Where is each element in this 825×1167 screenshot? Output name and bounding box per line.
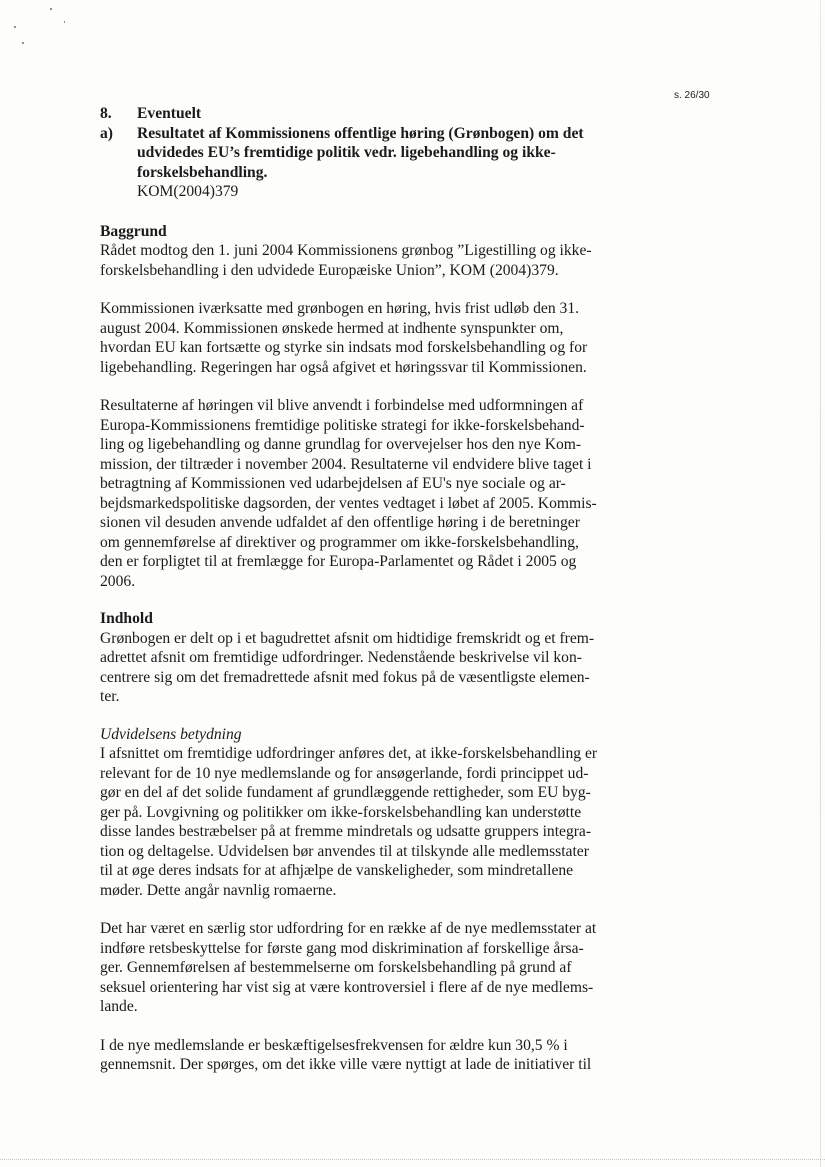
paragraph-results [100,396,630,591]
scan-speck [50,8,52,10]
agenda-subitem-heading [100,124,630,183]
text-line: Europa-Kommissionens fremtidige politiske strategi for ikke-forskelsbehand- [100,416,585,434]
subsection-title-enlargement: Udvidelsens betydning [100,725,242,743]
text-line: Grønbogen er delt op i et bagudrettet afsnit om hidtidige fremskridt og et frem- [100,629,595,647]
agenda-subitem-title-line: forskelsbehandling. [137,163,268,181]
text-line: Det har været en særlig stor udfordring for en række af de nye medlemsstater at [100,920,597,937]
document-body [100,104,630,1075]
text-line: indføre retsbeskyttelse for første gang mod diskrimination af forskellige årsa- [100,939,584,957]
text-line: ger på. Lovgivning og politikker om ikke-forskelsbehandling kan understøtte [100,803,582,821]
section-title-content: Indhold [100,610,153,627]
document-reference: KOM(2004)379 [137,183,239,200]
paragraph-consultation [100,299,630,377]
agenda-item-title: Eventuelt [137,105,202,122]
paragraph-enlargement [100,744,630,900]
agenda-subitem-title [137,124,630,183]
section-title-background: Baggrund [100,222,167,240]
text-line: august 2004. Kommissionen ønskede hermed at indhente synspunkter om, [100,319,564,337]
paragraph-background [100,241,630,280]
text-line: seksuel orientering har vist sig at være kontroversiel i flere af de nye medlems- [100,978,594,996]
text-line: Resultaterne af høringen vil blive anvendt i forbindelse med udformningen af [100,397,584,414]
scan-edge-right [820,0,821,1167]
text-line: ligebehandling. Regeringen har også afgivet et høringssvar til Kommissionen. [100,358,587,376]
text-line: om gennemførelse af direktiver og programmer om ikke-forskelsbehandling, [100,533,579,551]
text-line: I de nye medlemslande er beskæftigelsesfrekvensen for ældre kun 30,5 % i [100,1036,568,1054]
paragraph-employment [100,1036,630,1075]
text-line: 2006. [100,572,136,590]
text-line: I afsnittet om fremtidige udfordringer anføres det, at ikke-forskelsbehandling er [100,745,598,762]
text-line: sionen vil desuden anvende udfaldet af den offentlige høring i de beretninger [100,514,580,531]
agenda-subitem-label: a) [100,124,113,142]
agenda-subitem-title-line: Resultatet af Kommissionens offentlige høring (Grønbogen) om det [137,124,584,142]
text-line: ger. Gennemførelsen af bestemmelserne om forskelsbehandling på grund af [100,959,572,976]
text-line: mission, der tiltræder i november 2004. Resultaterne vil endvidere blive taget i [100,455,592,473]
text-line: tion og deltagelse. Udvidelsen bør anvendes til at tilskynde alle medlemsstater [100,842,589,860]
agenda-item-heading [100,104,630,124]
text-line: adrettet afsnit om fremtidige udfordringer. Nedenstående beskrivelse vil kon- [100,649,582,666]
text-line: møder. Dette angår navnlig romaerne. [100,881,337,899]
text-line: Rådet modtog den 1. juni 2004 Kommissionens grønbog ”Ligestilling og ikke- [100,242,592,259]
scan-speck [64,21,65,23]
text-line: til at øge deres indsats for at afhjælpe de vanskeligheder, som mindretallene [100,862,574,879]
scan-edge-bottom [0,1159,825,1161]
text-line: gør en del af det solide fundament af grundlæggende rettigheder, som EU byg- [100,784,591,801]
text-line: betragtning af Kommissionen ved udarbejdelsen af EU's nye sociale og ar- [100,475,566,492]
scan-speck [14,26,16,28]
text-line: hvordan EU kan fortsætte og styrke sin indsats mod forskelsbehandling og for [100,339,588,356]
text-line: disse landes bestræbelser på at fremme mindretals og udsatte gruppers integra- [100,823,592,840]
text-line: den er forpligtet til at fremlægge for Europa-Parlamentet og Rådet i 2005 og [100,553,577,570]
scan-speck [22,42,24,44]
text-line: forskelsbehandling i den udvidede Europæiske Union”, KOM (2004)379. [100,261,559,279]
text-line: ling og ligebehandling og danne grundlag for overvejelser hos den nye Kom- [100,436,582,453]
text-line: ter. [100,688,120,705]
agenda-item-number: 8. [100,105,112,122]
page-number: s. 26/30 [674,90,710,101]
paragraph-content [100,629,630,707]
text-line: bejdsmarkedspolitiske dagsorden, der ventes vedtaget i løbet af 2005. Kommis- [100,494,597,512]
paragraph-challenge [100,919,630,1017]
agenda-subitem-title-line: udvidedes EU’s fremtidige politik vedr. ligebehandling og ikke- [137,144,556,161]
text-line: Kommissionen iværksatte med grønbogen en høring, hvis frist udløb den 31. [100,300,580,317]
text-line: relevant for de 10 nye medlemslande og for ansøgerlande, fordi princippet ud- [100,764,589,782]
text-line: centrere sig om det fremadrettede afsnit med fokus på de væsentligste elemen- [100,668,590,686]
text-line: gennemsnit. Der spørges, om det ikke ville være nyttigt at lade de initiativer til [100,1056,592,1073]
text-line: lande. [100,998,138,1015]
